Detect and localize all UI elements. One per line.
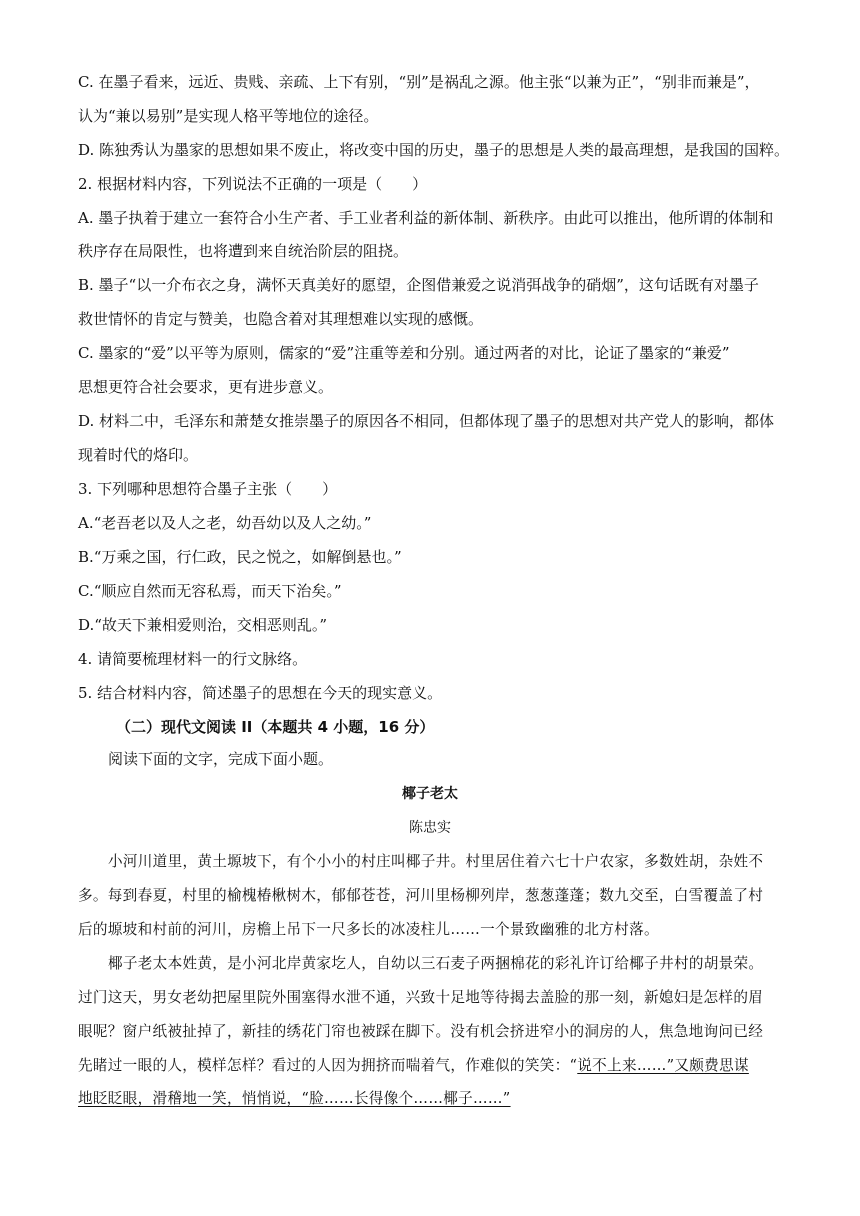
section-heading: （二）现代文阅读 II（本题共 4 小题，16 分） (116, 718, 435, 736)
story-p2-line1: 椰子老太本姓黄，是小河北岸黄家圪人，自幼以三石麦子两捆棉花的彩礼许订给椰子井村的胡景荣。 (108, 955, 764, 972)
story-p2-line2: 过门这天，男女老幼把屋里院外围塞得水泄不通，兴致十足地等待揭去盖脸的那一刻，新媳妇是怎样的眉 (78, 989, 764, 1006)
q2-option-b-line2: 救世情怀的肯定与赞美，也隐含着对其理想难以实现的感慨。 (78, 310, 484, 328)
story-title: 椰子老太 (402, 786, 458, 802)
q2-option-d-line2: 现着时代的烙印。 (78, 446, 199, 464)
q3-option-c: C.“顺应自然而无容私焉，而天下治矣。” (78, 582, 342, 600)
underlined-passage-start: 说不上来……”又颇费思谋 (577, 1057, 749, 1074)
q3-option-d: D.“故天下兼相爱则治，交相恶则乱。” (78, 616, 328, 634)
q1-option-c-line1: C. 在墨子看来，远近、贵贱、亲疏、上下有别，“别”是祸乱之源。他主张“以兼为正”，“别非而兼是”， (78, 73, 760, 91)
q5-stem: 5. 结合材料内容，简述墨子的思想在今天的现实意义。 (78, 684, 443, 702)
reading-instruction: 阅读下面的文字，完成下面小题。 (108, 750, 334, 768)
q4-stem: 4. 请简要梳理材料一的行文脉络。 (78, 650, 308, 668)
q2-option-d-line1: D. 材料二中，毛泽东和萧楚女推崇墨子的原因各不相同，但都体现了墨子的思想对共产党人的影响，都体 (78, 412, 775, 430)
q1-option-d-line1: D. 陈独秀认为墨家的思想如果不废止，将改变中国的历史，墨子的思想是人类的最高理想，是我国的国粹。 (78, 141, 790, 159)
story-p2-line5 (78, 1089, 511, 1109)
story-p1-line2: 多。每到春夏，村里的榆槐椿楸树木，郁郁苍苍，河川里杨柳列岸，葱葱蓬蓬；数九交至，白雪覆盖了村 (78, 887, 764, 904)
q3-option-a: A.“老吾老以及人之老，幼吾幼以及人之幼。” (78, 514, 372, 532)
q2-option-b-line1: B. 墨子“以一介布衣之身，满怀天真美好的愿望，企图借兼爱之说消弭战争的硝烟”，这句话既有对墨子 (78, 276, 759, 294)
q1-option-c-line2: 认为“兼以易别”是实现人格平等地位的途径。 (78, 107, 379, 125)
story-p2-line3: 眼呢？窗户纸被扯掉了，新挂的绣花门帘也被踩在脚下。没有机会挤进窄小的洞房的人，焦急地询问已经 (78, 1023, 764, 1040)
story-p1-line1: 小河川道里，黄土塬坡下，有个小小的村庄叫椰子井。村里居住着六七十户农家，多数姓胡，杂姓不 (108, 853, 764, 870)
q2-option-a-line1: A. 墨子执着于建立一套符合小生产者、手工业者利益的新体制、新秩序。由此可以推出，他所谓的体制和 (78, 209, 774, 227)
story-p1-line3: 后的塬坡和村前的河川，房檐上吊下一尺多长的冰凌柱儿……一个景致幽雅的北方村落。 (78, 921, 659, 938)
underlined-passage-end: 地眨眨眼，滑稽地一笑，悄悄说，“脸……长得像个……椰子……” (78, 1090, 511, 1107)
story-p2-line4 (78, 1056, 749, 1076)
story-p2-line4-text: 先睹过一眼的人，模样怎样？看过的人因为拥挤而喘着气，作难似的笑笑：“ (78, 1057, 578, 1074)
q3-stem: 3. 下列哪种思想符合墨子主张（ ） (78, 480, 338, 498)
q2-stem: 2. 根据材料内容，下列说法不正确的一项是（ ） (78, 175, 428, 193)
q2-option-c-line2: 思想更符合社会要求，更有进步意义。 (78, 378, 334, 396)
q3-option-b: B.“万乘之国，行仁政，民之悦之，如解倒悬也。” (78, 548, 402, 566)
q2-option-c-line1: C. 墨家的“爱”以平等为原则，儒家的“爱”注重等差和分别。通过两者的对比，论证了墨家的“兼爱” (78, 344, 730, 362)
story-author: 陈忠实 (409, 820, 451, 836)
q2-option-a-line2: 秩序存在局限性，也将遭到来自统治阶层的阻挠。 (78, 242, 409, 260)
